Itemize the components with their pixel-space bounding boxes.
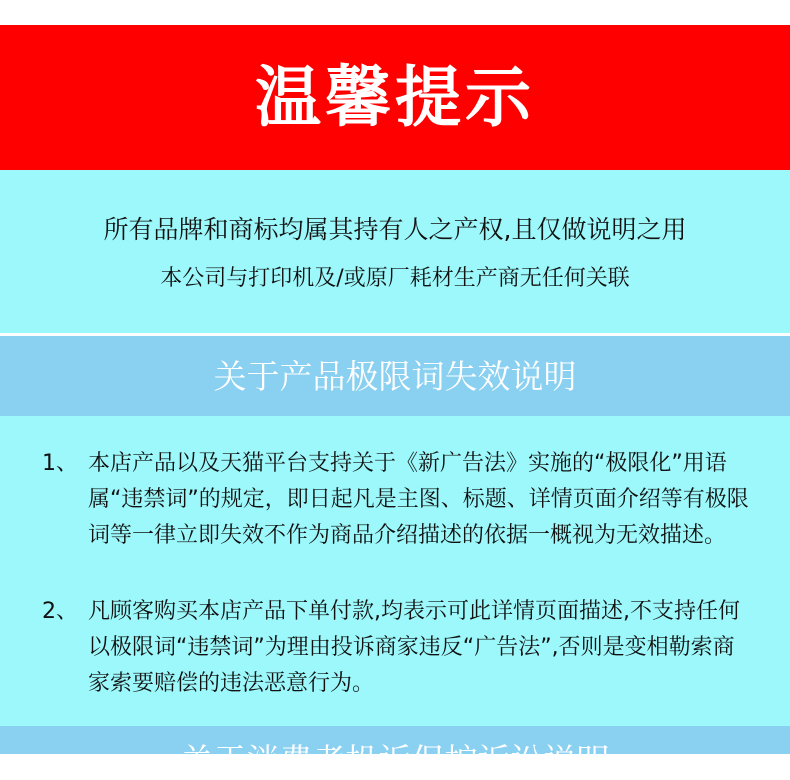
next-section-header-text: 关于消费者投诉保护诉讼说明 — [180, 741, 610, 780]
intro-affiliation-disclaimer: 本公司与打印机及/或原厂耗材生产商无任何关联 — [160, 266, 630, 291]
intro-panel — [0, 170, 790, 333]
notice-item — [42, 446, 754, 554]
notice-item-text: 凡顾客购买本店产品下单付款,均表示可此详情页面描述,不支持任何以极限词“违禁词”为理由投诉商家违反“广告法”,否则是变相勒索商家索要赔偿的违法恶意行为。 — [88, 599, 740, 696]
section-header — [0, 336, 790, 416]
notice-item-text: 本店产品以及天猫平台支持关于《新广告法》实施的“极限化”用语属“违禁词”的规定，即日起凡是主图、标题、详情页面介绍等有极限词等一律立即失效不作为商品介绍描述的依据一概视为无效描述。 — [88, 451, 749, 548]
intro-trademark-disclaimer: 所有品牌和商标均属其持有人之产权,且仅做说明之用 — [103, 215, 687, 244]
section-header-text: 关于产品极限词失效说明 — [213, 356, 577, 396]
next-section-header — [0, 726, 790, 780]
notice-item — [42, 594, 754, 702]
title-banner — [0, 25, 790, 170]
page-title: 温馨提示 — [255, 58, 535, 136]
notice-item-number: 2、 — [42, 599, 78, 624]
notice-item-number: 1、 — [42, 451, 78, 476]
